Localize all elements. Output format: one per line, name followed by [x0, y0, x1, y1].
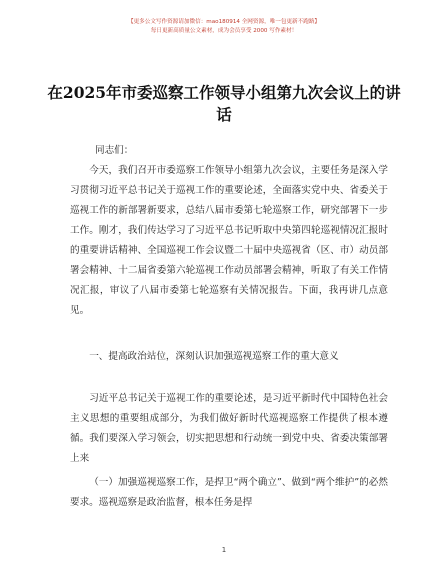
- greeting: 同志们：: [95, 145, 134, 156]
- promo-banner-line-2: 每日更新高质量公文素材，成为会员享受 2000 写作素材！: [150, 28, 298, 34]
- paragraph-subsection-1: （一）加强巡视巡察工作，是捍卫“两个确立”、做到“两个维护”的必然要求。巡视巡察是政治监督，根本任务是捍: [70, 477, 388, 508]
- paragraph-intro: 今天，我们召开市委巡察工作领导小组第九次会议，主要任务是深入学习贯彻习近平总书记关于巡视工作的重要论述，全面落实党中央、省委关于巡视工作的新部署新要求，总结八届市委第七轮巡察工作，研究部署下一步工作。刚才，我们传达学习了习近平总书记听取中央第四轮巡视情况汇报时的重要讲话精神、全国巡视工作会议暨二十届中央巡视省（区、市）动员部署会精神、十二届省委第六轮巡视工作动员部署会精神，听取了有关工作情况汇报，审议了八届市委第七轮巡察有关情况报告。下面，我再讲几点意见。: [70, 165, 388, 316]
- paragraph-section-1: 习近平总书记关于巡视工作的重要论述，是习近平新时代中国特色社会主义思想的重要组成部分，为我们做好新时代巡视巡察工作提供了根本遵循。我们要深入学习领会，切实把思想和行动统一到党中央、省委决策部署上来: [70, 393, 388, 464]
- page-number: 1: [221, 546, 227, 554]
- document-title: 在2025年市委巡察工作领导小组第九次会议上的讲话: [47, 83, 401, 124]
- section-heading-1: 一、提高政治站位，深刻认识加强巡视巡察工作的重大意义: [89, 351, 339, 362]
- promo-banner: [0, 18, 448, 36]
- promo-banner-line-1: 【更多公文写作资源请加微信：mao180914 全网资源，唯一包更新不跑路】: [127, 19, 321, 25]
